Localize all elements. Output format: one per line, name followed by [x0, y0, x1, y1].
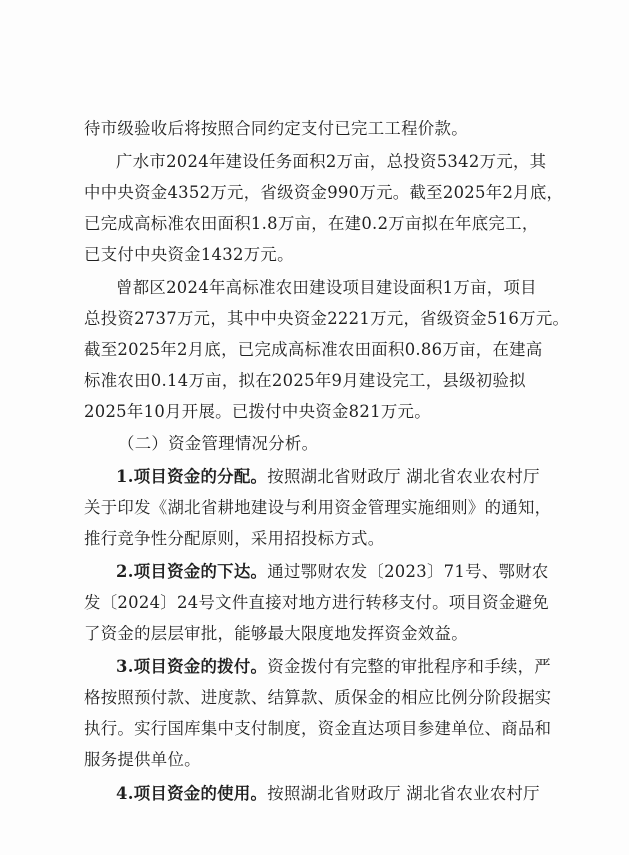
- text-line: [116, 783, 574, 807]
- item-heading: 1.项目资金的分配。: [116, 467, 268, 486]
- text-line: 服务提供单位。: [84, 750, 201, 769]
- text-line: 待市级验收后将按照合同约定支付已完工工程价款。: [84, 119, 468, 138]
- item-text: 按照湖北省财政厅 湖北省农业农村厅: [267, 467, 540, 486]
- text-line: 2025年10月开展。已拨付中央资金821万元。: [84, 402, 431, 421]
- text-line: 已完成高标准农田面积1.8万亩，在建0.2万亩拟在年底完工，: [84, 214, 539, 233]
- text-line: 发〔2024〕24号文件直接对地方进行转移支付。项目资金避免: [84, 593, 549, 612]
- text-line: [116, 561, 574, 585]
- text-line: 中中央资金4352万元，省级资金990万元。截至2025年2月底，: [84, 183, 564, 202]
- text-line: 了资金的层层审批，能够最大限度地发挥资金效益。: [84, 624, 468, 643]
- text-line: [116, 656, 574, 680]
- text-line: 格按照预付款、进度款、结算款、质保金的相应比例分阶段据实: [84, 688, 552, 707]
- text-line: 已支付中央资金1432万元。: [84, 245, 294, 264]
- text-line: 总投资2737万元，其中中央资金2221万元，省级资金516万元。: [84, 309, 570, 328]
- text-line: [116, 466, 574, 490]
- item-text: 资金拨付有完整的审批程序和手续，严: [267, 657, 551, 676]
- text-line: 标准农田0.14万亩，拟在2025年9月建设完工，县级初验拟: [84, 371, 526, 390]
- item-heading: 2.项目资金的下达。: [116, 562, 268, 581]
- item-heading: 4.项目资金的使用。: [116, 784, 268, 803]
- text-line: 执行。实行国库集中支付制度，资金直达项目参建单位、商品和: [84, 719, 552, 738]
- text-line: 广水市2024年建设任务面积2万亩，总投资5342万元，其: [116, 152, 547, 171]
- text-line: 关于印发《湖北省耕地建设与利用资金管理实施细则》的通知，: [84, 498, 552, 517]
- text-line: 截至2025年2月底，已完成高标准农田面积0.86万亩，在建高: [84, 340, 543, 359]
- text-line: 推行竞争性分配原则，采用招投标方式。: [84, 529, 385, 548]
- section-heading: （二）资金管理情况分析。: [118, 434, 319, 453]
- item-text: 通过鄂财农发〔2023〕71号、鄂财农: [267, 562, 549, 581]
- item-heading: 3.项目资金的拨付。: [116, 657, 268, 676]
- text-line: 曾都区2024年高标准农田建设项目建设面积1万亩，项目: [116, 278, 537, 297]
- item-text: 按照湖北省财政厅 湖北省农业农村厅: [267, 784, 540, 803]
